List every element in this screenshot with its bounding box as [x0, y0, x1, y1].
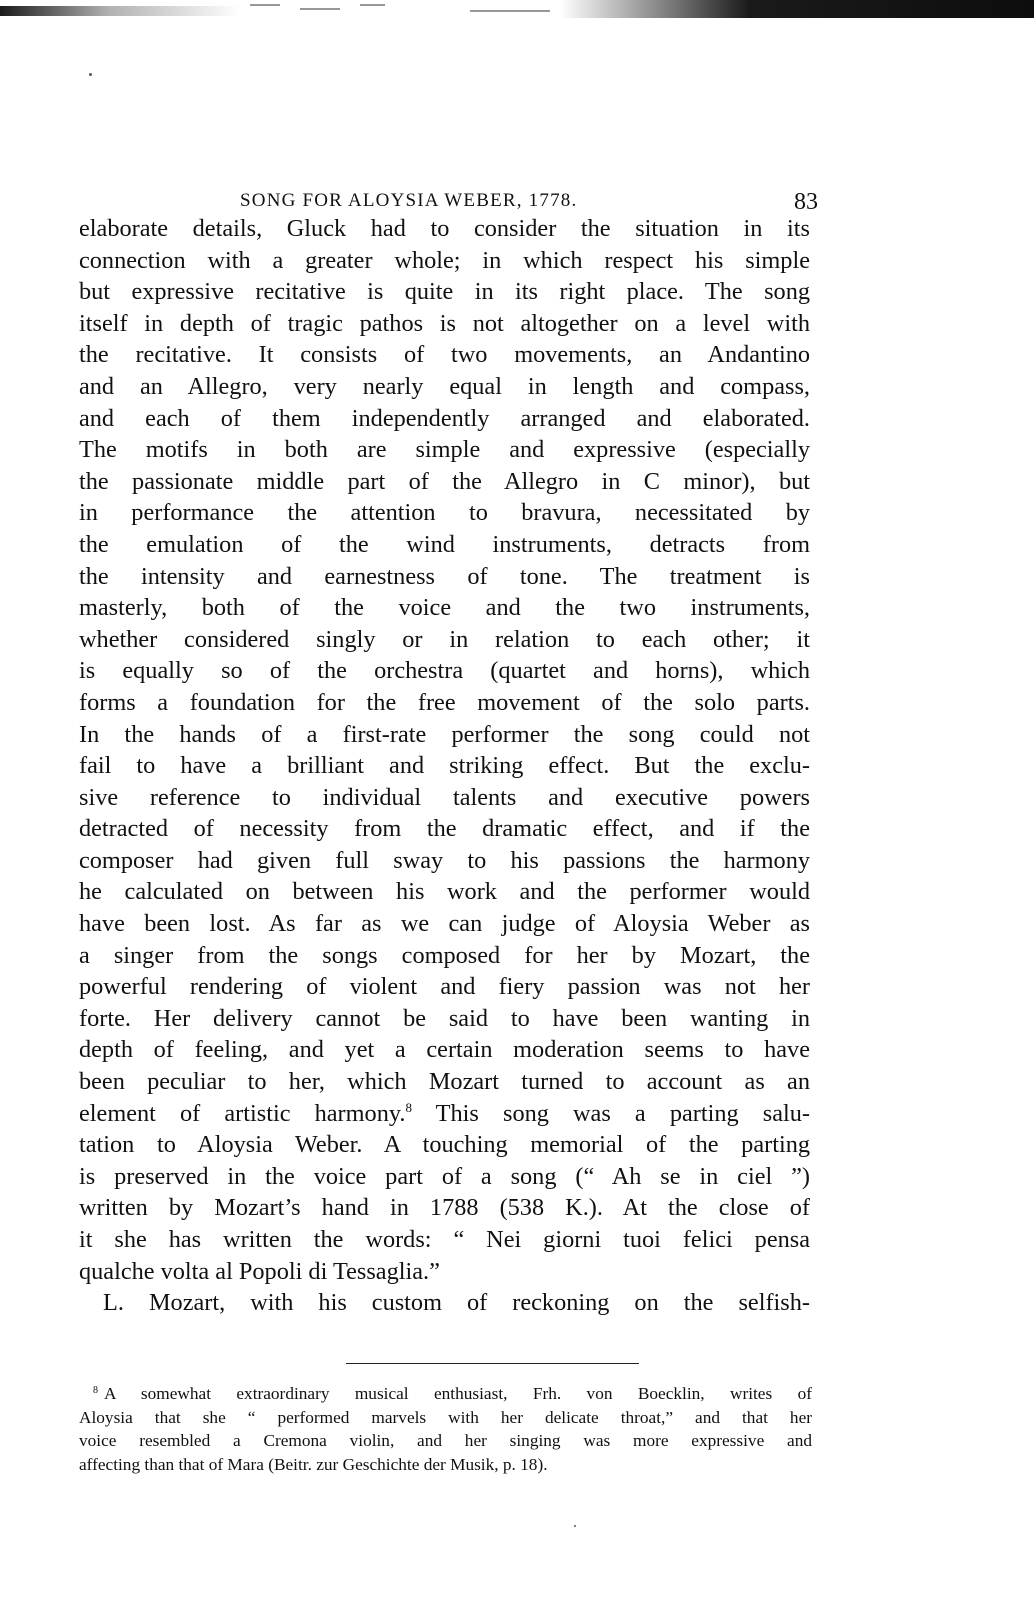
footnote-mark: 8 — [93, 1385, 98, 1396]
text-line — [79, 1098, 810, 1130]
text-line: but expressive recitative is quite in its right place. The song — [79, 278, 810, 306]
scan-streak — [470, 10, 550, 12]
scan-shadow-right — [560, 0, 1034, 18]
text-line: connection with a greater whole; in which respect his simple — [79, 246, 810, 274]
text-line: is equally so of the orchestra (quartet and horns), which — [79, 657, 810, 685]
text-line: In the hands of a first-rate performer the song could not — [79, 720, 810, 748]
text-segment: element of artistic harmony. — [79, 1099, 406, 1127]
footnote-line: affecting than that of Mara (Beitr. zur Geschichte der Musik, p. 18). — [79, 1454, 548, 1474]
text-line: it she has written the words: “ Nei giorni tuoi felici pensa — [79, 1226, 810, 1253]
scan-shadow-left — [0, 6, 240, 16]
text-line: fail to have a brilliant and striking effect. But the exclu- — [79, 752, 810, 780]
footnote-text: A somewhat extraordinary musical enthusiast, Frh. von Boecklin, writes of — [104, 1384, 812, 1403]
text-line: and each of them independently arranged and elaborated. — [79, 404, 810, 432]
page-number: 83 — [794, 189, 818, 215]
text-line: forte. Her delivery cannot be said to have been wanting in — [79, 1004, 810, 1032]
text-line: itself in depth of tragic pathos is not altogether on a level with — [79, 309, 810, 337]
text-line: the recitative. It consists of two movements, an Andantino — [79, 341, 810, 369]
text-line: detracted of necessity from the dramatic effect, and if the — [79, 815, 810, 843]
footnote-divider — [346, 1363, 639, 1364]
text-line: powerful rendering of violent and fiery passion was not her — [79, 973, 810, 1001]
text-line: elaborate details, Gluck had to consider the situation in its — [79, 215, 810, 242]
footnote — [79, 1382, 812, 1476]
text-line: is preserved in the voice part of a song (“ Ah se in ciel ”) — [79, 1162, 810, 1190]
text-line: been peculiar to her, which Mozart turned to account as an — [79, 1068, 810, 1096]
scan-streak — [250, 4, 280, 6]
text-line: written by Mozart’s hand in 1788 (538 K.). At the close of — [79, 1194, 810, 1222]
footnote-reference[interactable]: 8 — [405, 1099, 412, 1115]
footnote-line — [79, 1382, 812, 1406]
text-line: the passionate middle part of the Allegro in C minor), but — [79, 467, 810, 495]
scan-streak — [300, 8, 340, 10]
footnote-line: voice resembled a Cremona violin, and her singing was more expressive and — [79, 1431, 812, 1450]
text-line: the emulation of the wind instruments, detracts from — [79, 530, 810, 558]
text-line: The motifs in both are simple and expressive (especially — [79, 436, 810, 464]
text-line: in performance the attention to bravura, necessitated by — [79, 499, 810, 527]
text-line: L. Mozart, with his custom of reckoning on the selfish- — [103, 1289, 810, 1317]
text-line: the intensity and earnestness of tone. The treatment is — [79, 562, 810, 590]
footnote-line: Aloysia that she “ performed marvels with her delicate throat,” and that her — [79, 1407, 812, 1427]
text-segment: This song was a parting salu- — [411, 1099, 810, 1127]
scan-edge-artifact — [0, 0, 1034, 26]
text-line: have been lost. As far as we can judge of Aloysia Weber as — [79, 910, 810, 938]
text-line: depth of feeling, and yet a certain moderation seems to have — [79, 1036, 810, 1064]
text-line: masterly, both of the voice and the two instruments, — [79, 594, 810, 622]
text-line: sive reference to individual talents and executive powers — [79, 783, 810, 811]
text-line: and an Allegro, very nearly equal in length and compass, — [79, 372, 810, 400]
text-line: a singer from the songs composed for her by Mozart, the — [79, 941, 810, 969]
text-line: composer had given full sway to his passions the harmony — [79, 846, 810, 874]
speck — [574, 1525, 576, 1527]
text-line: forms a foundation for the free movement of the solo parts. — [79, 688, 810, 716]
text-line: tation to Aloysia Weber. A touching memorial of the parting — [79, 1131, 810, 1159]
scan-streak — [360, 4, 385, 6]
text-line: qualche volta al Popoli di Tessaglia.” — [79, 1257, 440, 1285]
running-title: SONG FOR ALOYSIA WEBER, 1778. — [240, 190, 578, 211]
text-line: whether considered singly or in relation to each other; it — [79, 625, 810, 653]
text-line: he calculated on between his work and the performer would — [79, 878, 810, 906]
speck — [89, 73, 92, 76]
body-text — [79, 213, 810, 1319]
